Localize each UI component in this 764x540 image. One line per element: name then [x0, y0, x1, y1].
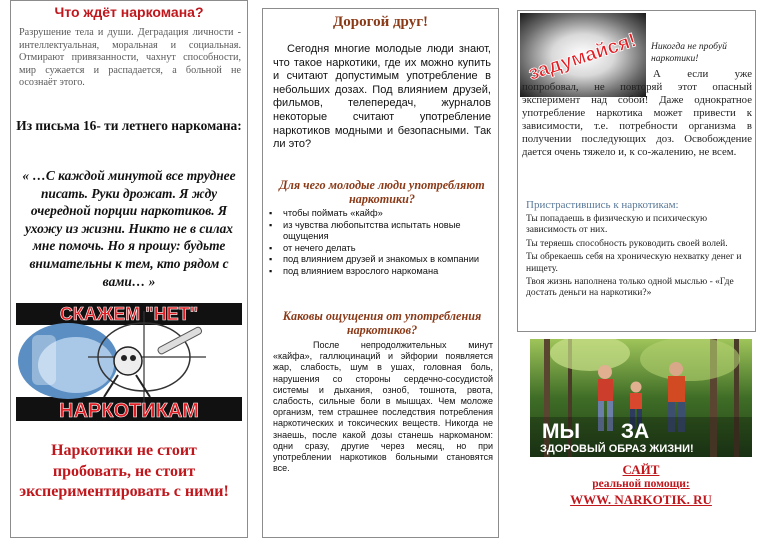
consequences-list: [526, 214, 754, 300]
letter-heading: Из письма 16- ти летнего наркомана:: [16, 118, 242, 133]
think-badge-text: задумайся!: [525, 29, 640, 85]
panel-middle: [262, 8, 499, 538]
panel1-intro: Разрушение тела и души. Деградация личности - интеллектуальная, моральная и социальная. Отмирают привязанности, чахнут способности, мир сужается и распадается, а больной не осознаёт этого.: [19, 27, 241, 89]
forest-family-image: [530, 339, 752, 457]
panel-right: [517, 10, 756, 332]
banner-top-text: СКАЖЕМ "НЕТ": [59, 304, 199, 324]
why-heading: Для чего молодые люди употребляют наркотики?: [279, 178, 485, 206]
panel-left: [10, 0, 248, 538]
panel2-title: Дорогой друг!: [332, 14, 429, 30]
photo-caption-big: МЫ ЗА: [542, 420, 650, 443]
consequence-item: Ты попадаешь в физическую и психическую зависимость от них.: [526, 214, 708, 236]
consequence-item: Ты обрекаешь себя на хроническую нехватку денег и нищету.: [526, 252, 742, 274]
site-line1: САЙТ: [622, 462, 660, 477]
panel3-main-text: А если уже попробовал, не повторяй этот опасный эксперимент над собой! Даже однократное употребление наркотика может привести к зависимости, т.е. потребности организма в получении последующих доз. Освобождение дается очень тяжело и, к со-жалению, не всем.: [522, 68, 752, 158]
reasons-list: [267, 208, 493, 278]
reason-item: ▪ под влиянием друзей и знакомых в компании: [267, 254, 493, 266]
addicted-heading: Пристрастившись к наркотикам:: [526, 199, 679, 211]
feel-text: После непродолжительных минут «кайфа», галлюцинаций и эйфории появляется жар, слабость, шум в ушах, головная боль, нарушения со стороны сердечно-сосудистой системы и дыхания, озноб, тошнота, рвота, слабость, сильные боли в мышцах. Чем моложе организм, тем страшнее последствия потребления наркотических и токсических веществ. Никогда не знаешь, после какой дозы станешь наркоманом: одни сразу, другие через месяц, но при употреблении наркотиков больными становятся все.: [273, 340, 493, 474]
panel2-intro: Сегодня многие молодые люди знают, что такое наркотики, где их можно купить и считают допустимым употребление в небольших дозах. Под влиянием друзей, фильмов, телепередач, журналов некоторые считают употребление наркотиков модными и безопасными. Так ли это?: [273, 43, 491, 151]
reason-item: ▪ под влиянием взрослого наркомана: [267, 266, 493, 278]
feel-heading: Каковы ощущения от употребления наркотиков?: [282, 309, 482, 337]
banner-bottom-text: НАРКОТИКАМ: [59, 400, 199, 422]
never-try: Никогда не пробуй наркотики!: [651, 41, 727, 64]
reason-item: ▪ от нечего делать: [267, 243, 493, 255]
panel1-title: Что ждёт наркомана?: [54, 4, 204, 20]
site-line2: реальной помощи:: [592, 478, 690, 490]
consequence-item: Твоя жизнь наполнена только одной мыслью - «Где достать деньги на наркотики?»: [526, 277, 734, 299]
site-url-link[interactable]: WWW. NARKOTIK. RU: [570, 492, 712, 507]
letter-text: « …С каждой минутой все труднее писать. Руки дрожат. Я жду очередной порции наркотиков. Я ухожу из жизни. Никто не в силах мне помочь. Но я прошу: будьте внимательны к тем, кто рядом с вами… »: [22, 168, 236, 289]
consequence-item: Ты теряешь способность руководить своей волей.: [526, 238, 728, 249]
site-block: [530, 462, 752, 508]
reason-item: ▪ чтобы поймать «кайф»: [267, 208, 493, 220]
healthy-lifestyle-photo: [530, 339, 752, 457]
reason-item: ▪ из чувства любопытства испытать новые ощущения: [267, 220, 493, 243]
photo-caption-small: ЗДОРОВЫЙ ОБРАЗ ЖИЗНИ!: [540, 443, 694, 455]
say-no-banner: [16, 301, 242, 423]
say-no-banner-graphic: [16, 301, 242, 423]
panel1-warning: Наркотики не стоит пробовать, не стоит экспериментировать с ними!: [19, 442, 229, 500]
